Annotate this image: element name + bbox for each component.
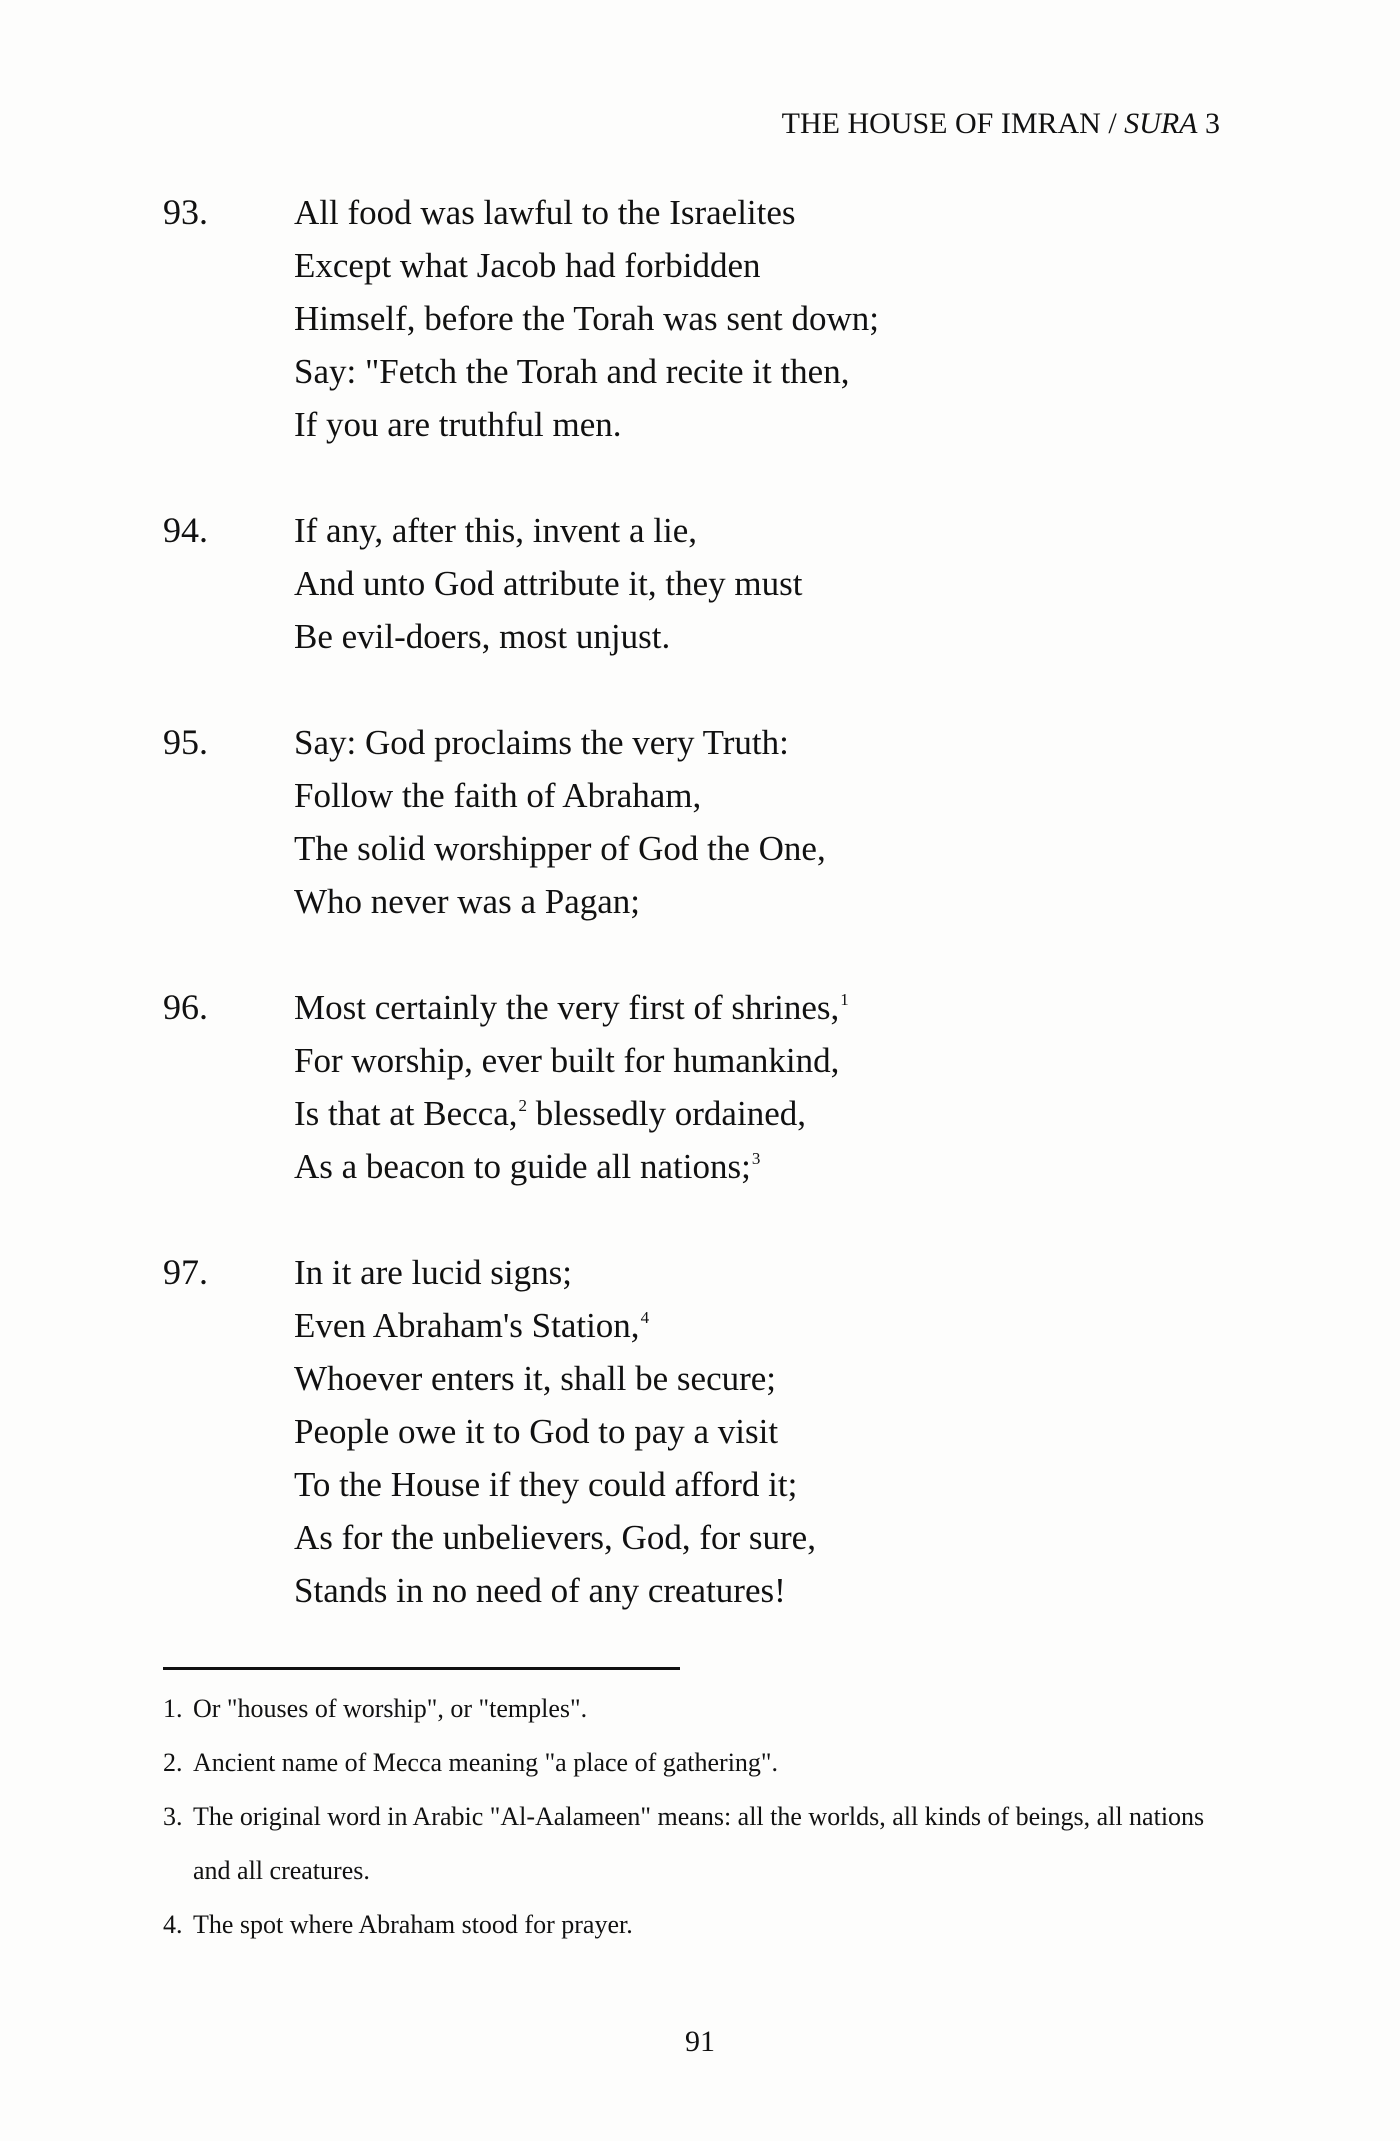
running-head-sura-label: SURA [1124, 107, 1198, 140]
verse-line: If you are truthful men. [294, 405, 622, 444]
verse-lines [294, 716, 1263, 928]
verse-line-text: Even Abraham's Station, [294, 1306, 640, 1345]
verse-line: Say: "Fetch the Torah and recite it then, [294, 352, 850, 391]
footnote-4 [163, 1898, 1228, 1952]
verse-line: If any, after this, invent a lie, [294, 511, 697, 550]
footnote-text: The spot where Abraham stood for prayer. [193, 1910, 633, 1939]
verse-lines [294, 1246, 1263, 1617]
verse-line-text: Most certainly the very first of shrines, [294, 988, 840, 1027]
verse-line [294, 1140, 1263, 1193]
verse-line: Whoever enters it, shall be secure; [294, 1359, 777, 1398]
verse-line-text: Is that at Becca, [294, 1094, 518, 1133]
verses [163, 186, 1263, 1617]
verse-line: Except what Jacob had forbidden [294, 246, 761, 285]
verse-line-text-after: blessedly ordained, [527, 1094, 806, 1133]
verse-line: Be evil-doers, most unjust. [294, 617, 671, 656]
verse-97 [163, 1246, 1263, 1617]
running-head [0, 104, 1220, 144]
verse-line: And unto God attribute it, they must [294, 564, 803, 603]
footnote-reference[interactable]: 3 [751, 1149, 761, 1168]
footnote-text: Or "houses of worship", or "temples". [193, 1694, 588, 1723]
footnote-number: 4. [163, 1910, 183, 1939]
running-head-title: THE HOUSE OF IMRAN / [781, 107, 1125, 140]
verse-lines [294, 504, 1263, 663]
verse-line [294, 981, 1263, 1034]
footnote-number: 1. [163, 1694, 183, 1723]
page-number: 91 [685, 2025, 715, 2058]
verse-line: The solid worshipper of God the One, [294, 829, 826, 868]
verse-line: In it are lucid signs; [294, 1253, 573, 1292]
footnote-text: The original word in Arabic "Al-Aalameen" means: all the worlds, all kinds of beings, all nations and all creatures. [193, 1802, 1205, 1885]
verse-line: Stands in no need of any creatures! [294, 1571, 786, 1610]
verse-number: 93. [163, 192, 208, 232]
verse-line: Say: God proclaims the very Truth: [294, 723, 789, 762]
verse-line: Who never was a Pagan; [294, 882, 640, 921]
verse-line: For worship, ever built for humankind, [294, 1041, 840, 1080]
footnote-text: Ancient name of Mecca meaning "a place of gathering". [193, 1748, 779, 1777]
verse-line: As for the unbelievers, God, for sure, [294, 1518, 816, 1557]
verse-line [294, 1087, 1263, 1140]
running-head-sura-number: 3 [1197, 107, 1220, 140]
footnote-3 [163, 1790, 1228, 1898]
verse-number: 96. [163, 987, 208, 1027]
verse-93 [163, 186, 1263, 451]
footnote-number: 2. [163, 1748, 183, 1777]
verse-line: All food was lawful to the Israelites [294, 193, 796, 232]
verse-line: People owe it to God to pay a visit [294, 1412, 779, 1451]
verse-number: 97. [163, 1252, 208, 1292]
verse-line: To the House if they could afford it; [294, 1465, 798, 1504]
verse-lines [294, 981, 1263, 1193]
footnote-reference[interactable]: 4 [640, 1308, 650, 1327]
verse-94 [163, 504, 1263, 663]
verse-number: 95. [163, 722, 208, 762]
verse-line-text: As a beacon to guide all nations; [294, 1147, 751, 1186]
footnote-reference[interactable]: 1 [840, 990, 849, 1009]
footnote-number: 3. [163, 1802, 183, 1831]
verse-96 [163, 981, 1263, 1193]
verse-line [294, 1299, 1263, 1352]
footnote-divider [163, 1667, 680, 1670]
verse-lines [294, 186, 1263, 451]
footnote-reference[interactable]: 2 [518, 1096, 528, 1115]
verse-line: Himself, before the Torah was sent down; [294, 299, 879, 338]
verse-line: Follow the faith of Abraham, [294, 776, 702, 815]
verse-95 [163, 716, 1263, 928]
footnote-2 [163, 1736, 1228, 1790]
footnote-1 [163, 1682, 1228, 1736]
footnotes [163, 1682, 1228, 1952]
verse-number: 94. [163, 510, 208, 550]
